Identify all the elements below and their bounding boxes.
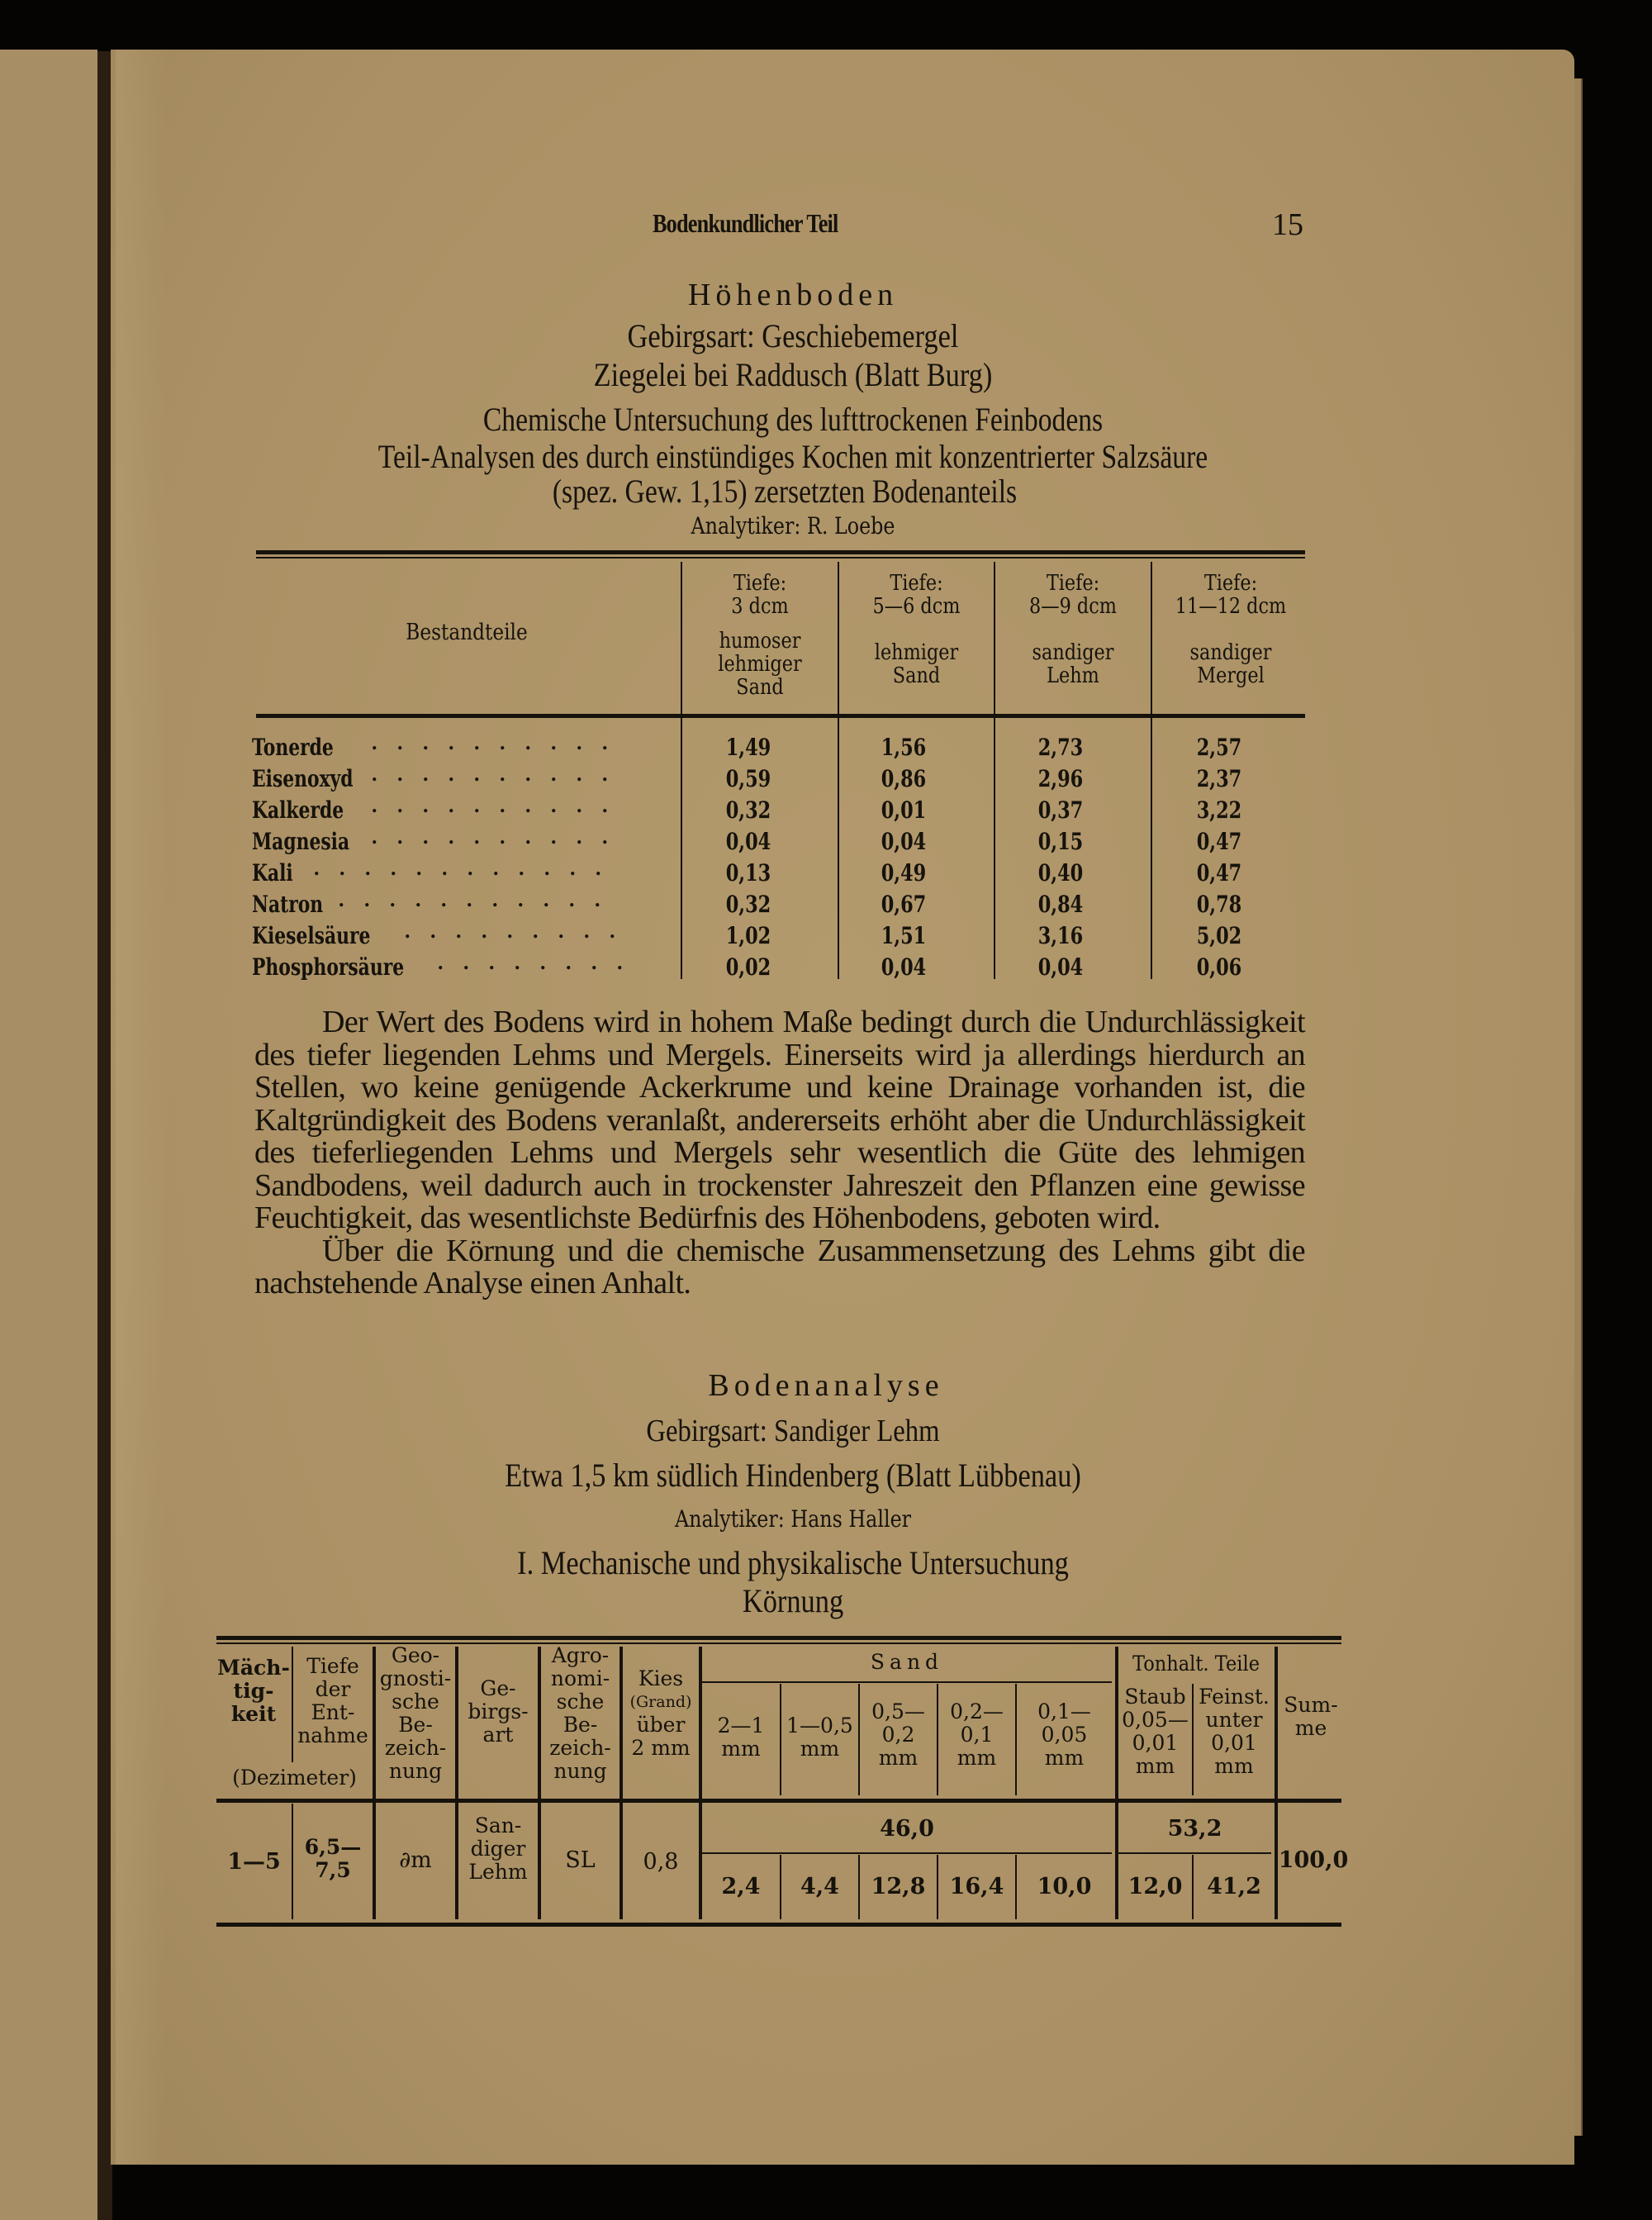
header-gebirgsart: Ge- birgs- art [468,1676,529,1747]
header-sand-2-1: 2—1 mm [717,1714,765,1761]
body-text [254,1006,1305,1300]
header-sand-02-01: 0,2— 0,1 mm [950,1699,1004,1770]
gebirgsart-line-2: Gebirgsart: Sandiger Lehm [646,1414,940,1448]
header-sand-group: Sand [870,1650,944,1674]
header-sand-05-02: 0,5— 0,2 mm [871,1699,925,1770]
location-line-2: Etwa 1,5 km südlich Hindenberg (Blatt Lübbenau) [505,1457,1081,1494]
header-kies: Kies (Grand) über 2 mm [629,1666,692,1760]
column-header-2: Tiefe: 5—6 dcm lehmiger Sand [872,571,961,688]
page-number: 15 [1272,207,1303,242]
subtitle-mechanische: I. Mechanische und physikalische Untersuchung [517,1544,1069,1581]
header-sand-1-05: 1—0,5 mm [786,1714,853,1761]
header-geognostische: Geo- gnosti- sche Be- zeich- nung [379,1643,452,1783]
location-line: Ziegelei bei Raddusch (Blatt Burg) [593,356,993,393]
analyst-line-2: Analytiker: Hans Haller [674,1505,912,1533]
header-staub: Staub 0,05— 0,01 mm [1122,1685,1189,1778]
header-summe: Sum- me [1284,1693,1338,1740]
header-maechtigkeit: Mäch- tig- keit [217,1656,290,1726]
column-header-4: Tiefe: 11—12 dcm sandiger Mergel [1175,571,1287,688]
column-header-1: Tiefe: 3 dcm humoser lehmiger Sand [718,571,802,700]
left-page-edge [0,50,97,2220]
column-header-3: Tiefe: 8—9 dcm sandiger Lehm [1029,571,1117,688]
page-fold [116,50,165,2165]
paragraph-2: Über die Körnung und die chemische Zusammensetzung des Lehms gibt die nachstehende Analyse einen Anhalt. [254,1233,1305,1300]
gebirgsart-line: Gebirgsart: Geschiebemergel [627,317,959,354]
header-tiefe: Tiefe der Ent- nahme [297,1654,368,1747]
header-dezimeter: (Dezimeter) [232,1766,357,1790]
header-bestandteile: Bestandteile [406,620,528,645]
section-title-hoehenboden: Höhenboden [687,278,899,312]
subtitle-line-3: (spez. Gew. 1,15) zersetzten Bodenanteils [552,473,1018,510]
header-feinst: Feinst. unter 0,01 mm [1199,1685,1270,1778]
header-agronomische: Agro- nomi- sche Be- zeich- nung [549,1643,611,1783]
section-title-bodenanalyse: Bodenanalyse [708,1368,944,1403]
subtitle-line-2: Teil-Analysen des durch einstündiges Kochen mit konzentrierter Salzsäure [377,438,1208,475]
subtitle-koernung: Körnung [742,1582,844,1619]
analyst-line-1: Analytiker: R. Loebe [691,512,895,540]
running-head: Bodenkundlicher Teil [653,208,838,238]
header-tonhaltige-teile: Tonhalt. Teile [1132,1652,1260,1676]
paragraph-1: Der Wert des Bodens wird in hohem Maße bedingt durch die Undurchlässigkeit des tiefer liegenden Lehms und Mergels. Einerseits wird ja allerdings hierdurch an Stellen, wo keine genügende Ackerkrume und keine Drainage vorhanden ist, die Kaltgründigkeit des Bodens veranlaßt, andererseits erhöht aber die Undurchlässigkeit des tieferliegenden Lehms und Mergels sehr wesentlich die Güte des lehmigen Sandbodens, weil dadurch auch in trockenster Jahreszeit den Pflanzen eine gewisse Feuchtigkeit, das wesentlichste Bedürfnis des Höhenbodens, geboten wird. [254,1005,1305,1235]
header-sand-01-005: 0,1— 0,05 mm [1037,1699,1091,1770]
subtitle-line-1: Chemische Untersuchung des lufttrockenen Feinbodens [482,401,1104,438]
